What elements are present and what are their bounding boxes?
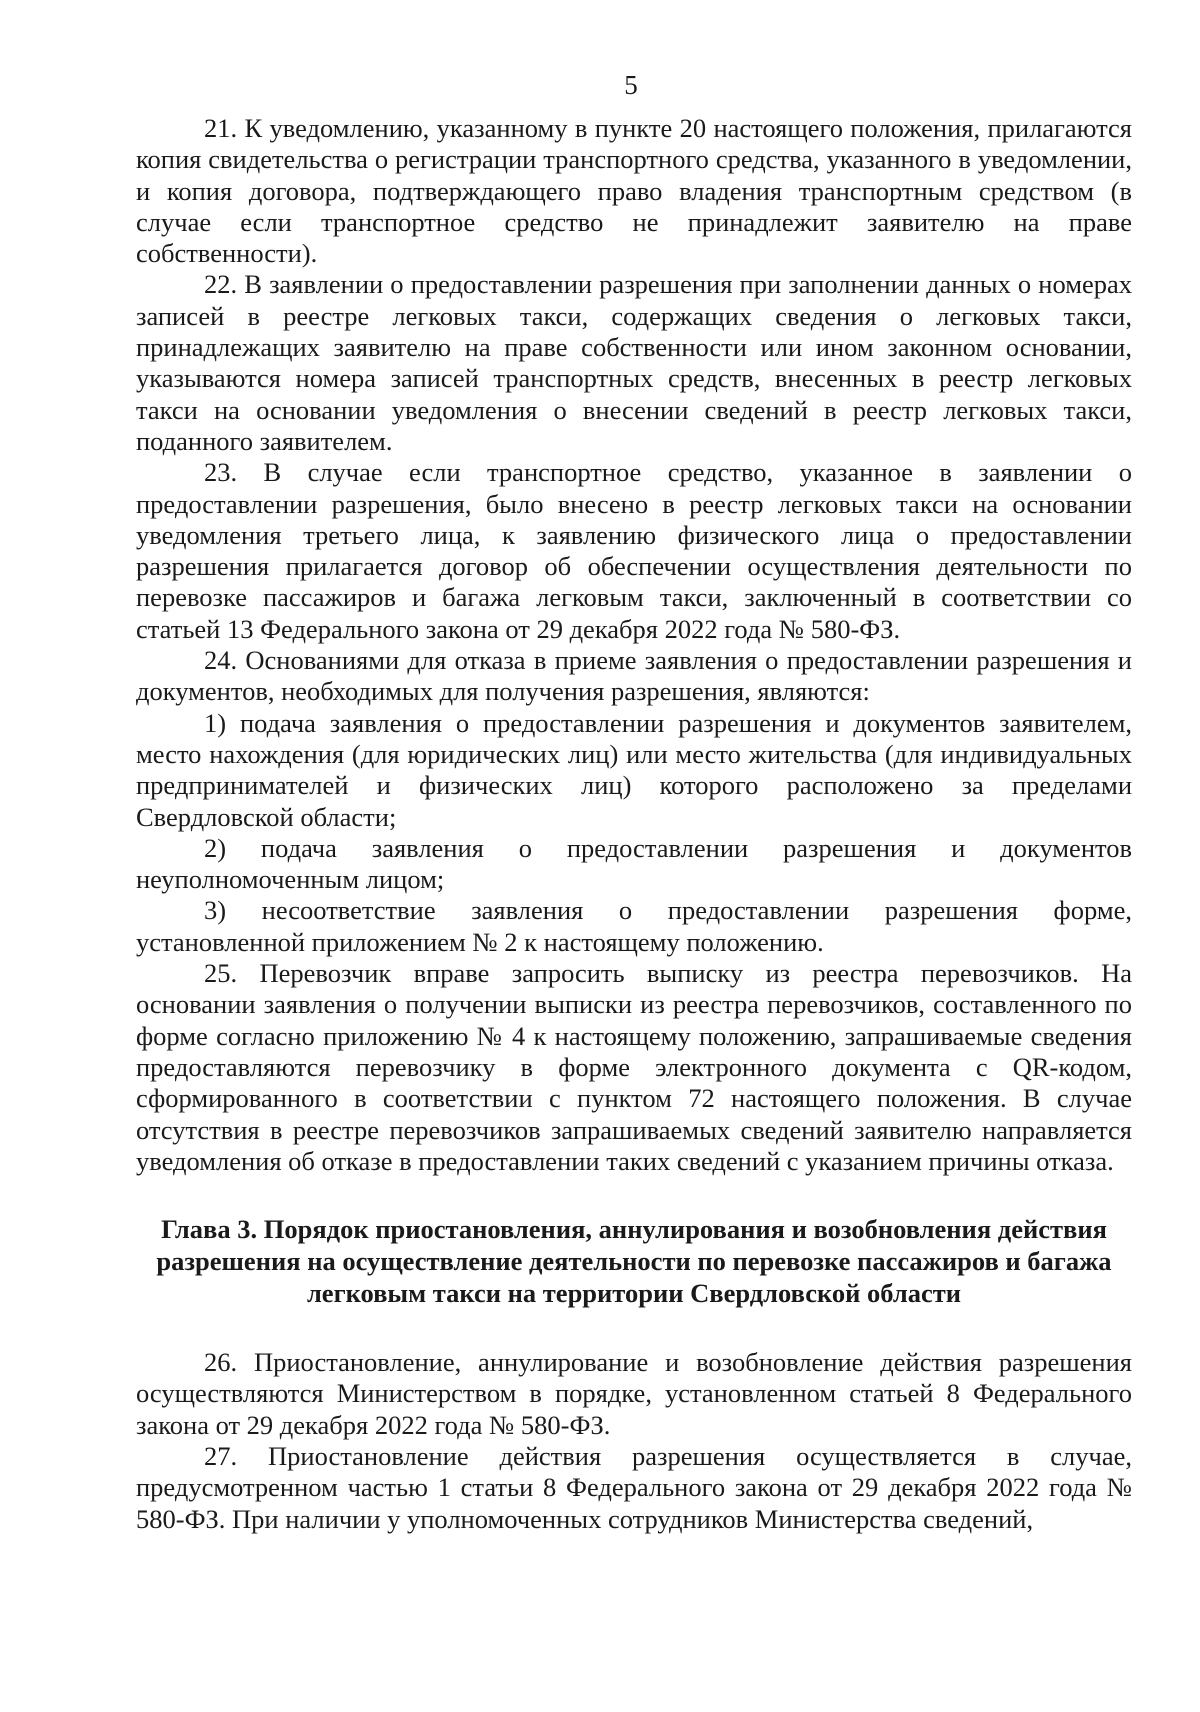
paragraph-24: 24. Основаниями для отказа в приеме заявления о предоставлении разрешения и документов, необходимых для получения разрешения, являются:	[136, 645, 1132, 707]
list-item-3: 3) несоответствие заявления о предоставлении разрешения форме, установленной приложением № 2 к настоящему положению.	[136, 895, 1132, 957]
paragraph-21: 21. К уведомлению, указанному в пункте 20 настоящего положения, прилагаются копия свидетельства о регистрации транспортного средства, указанного в уведомлении, и копия договора, подтверждающего право владения транспортным средством (в случае если транспортное средство не принадлежит заявителю на праве собственности).	[136, 113, 1132, 269]
list-item-1: 1) подача заявления о предоставлении разрешения и документов заявителем, место нахождения (для юридических лиц) или место жительства (для индивидуальных предпринимателей и физических лиц) которого расположено за пределами Свердловской области;	[136, 707, 1132, 832]
paragraph-23: 23. В случае если транспортное средство, указанное в заявлении о предоставлении разрешения, было внесено в реестр легковых такси на основании уведомления третьего лица, к заявлению физического лица о предоставлении разрешения прилагается договор об обеспечении осуществления деятельности по перевозке пассажиров и багажа легковым такси, заключенный в соответствии со статьей 13 Федерального закона от 29 декабря 2022 года № 580-ФЗ.	[136, 457, 1132, 644]
page-body	[136, 113, 1132, 1535]
list-item-2: 2) подача заявления о предоставлении разрешения и документов неуполномоченным лицом;	[136, 832, 1132, 895]
paragraph-22: 22. В заявлении о предоставлении разрешения при заполнении данных о номерах записей в реестре легковых такси, содержащих сведения о легковых такси, принадлежащих заявителю на праве собственности или ином законном основании, указываются номера записей транспортных средств, внесенных в реестр легковых такси на основании уведомления о внесении сведений в реестр легковых такси, поданного заявителем.	[136, 269, 1132, 456]
paragraph-25: 25. Перевозчик вправе запросить выписку из реестра перевозчиков. На основании заявления о получении выписки из реестра перевозчиков, составленного по форме согласно приложению № 4 к настоящему положению, запрашиваемые сведения предоставляются перевозчику в форме электронного документа с QR-кодом, сформированного в соответствии с пунктом 72 настоящего положения. В случае отсутствия в реестре перевозчиков запрашиваемых сведений заявителю направляется уведомления об отказе в предоставлении таких сведений с указанием причины отказа.	[136, 958, 1132, 1176]
page-number: 5	[624, 70, 638, 100]
chapter-heading: Глава 3. Порядок приостановления, аннулирования и возобновления действия разрешения на осуществление деятельности по перевозке пассажиров и багажа легковым такси на территории Свердловской области	[156, 1214, 1112, 1309]
paragraph-27: 27. Приостановление действия разрешения осуществляется в случае, предусмотренном частью 1 статьи 8 Федерального закона от 29 декабря 2022 года № 580-ФЗ. При наличии у уполномоченных сотрудников Министерства сведений,	[136, 1440, 1132, 1534]
paragraph-26: 26. Приостановление, аннулирование и возобновление действия разрешения осуществляются Министерством в порядке, установленном статьей 8 Федерального закона от 29 декабря 2022 года № 580-ФЗ.	[136, 1347, 1132, 1440]
